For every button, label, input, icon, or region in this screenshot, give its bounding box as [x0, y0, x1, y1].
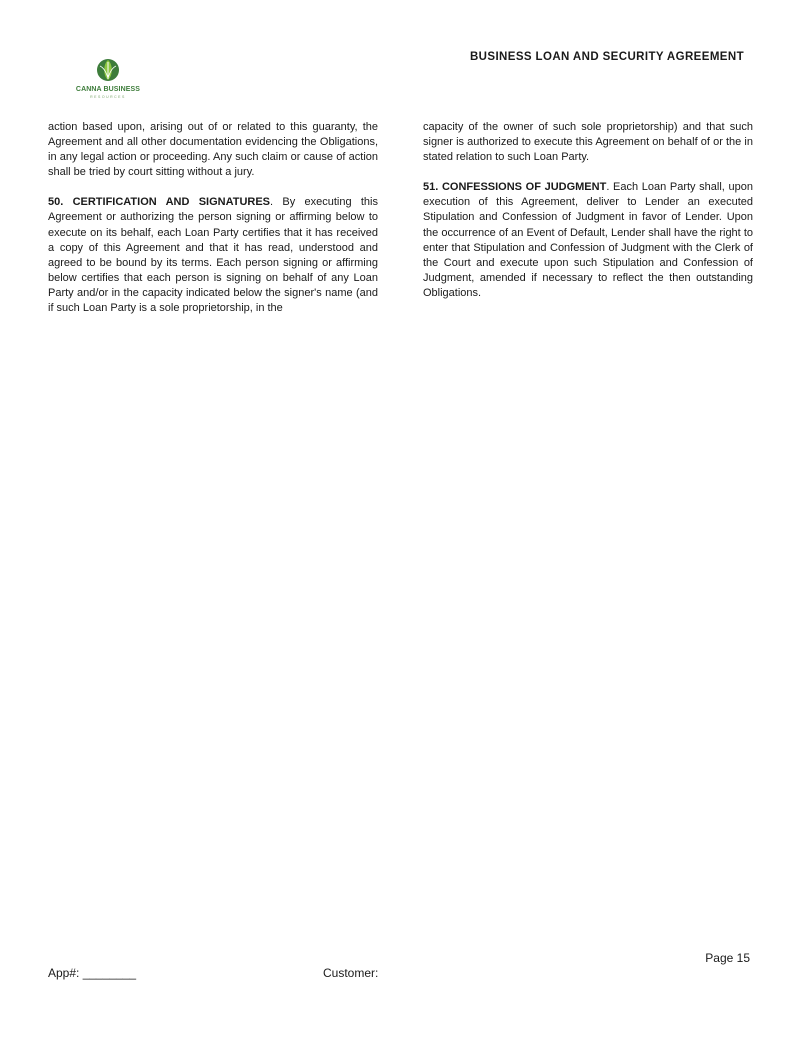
continued-paragraph-right: capacity of the owner of such sole proprietorship) and that such signer is authorized to execute this Agreement on behalf of or the in stated relation to such Loan Party. — [423, 121, 753, 164]
app-number-field: App#: ________ — [48, 966, 137, 980]
company-logo — [70, 58, 146, 102]
left-column — [48, 120, 378, 331]
section-50-heading: 50. CERTIFICATION AND SIGNATURES — [48, 196, 271, 209]
page-number: Page 15 — [705, 951, 750, 965]
right-column — [423, 120, 753, 316]
section-50 — [48, 195, 378, 316]
document-title: BUSINESS LOAN AND SECURITY AGREEMENT — [469, 51, 744, 63]
customer-field: Customer: — [323, 966, 379, 980]
section-51 — [423, 180, 753, 301]
logo-subtext: RESOURCES — [90, 95, 126, 99]
logo-text: CANNA BUSINESS — [75, 86, 141, 93]
leaf-logo-icon — [96, 58, 120, 82]
section-51-body: . Each Loan Party shall, upon execution of this Agreement, deliver to Lender an executed Stipulation and Confession of Judgment in favor of Lender. Upon the occurrence of an Event of Default, Lender shall have the right to enter that Stipulation and Confession of Judgment with the Clerk of the Court and execute upon such Stipulation and Confession of Judgment, amended if necessary to reflect the then outstanding Obligations. — [423, 181, 753, 299]
section-51-heading: 51. CONFESSIONS OF JUDGMENT — [423, 181, 607, 194]
section-50-body: . By executing this Agreement or authorizing the person signing or affirming below to execute on its behalf, each Loan Party certifies that it has received a copy of this Agreement and that it has read, understood and agreed to be bound by its terms. Each person signing or affirming below certifies that each person is signing on behalf of any Loan Party and/or in the capacity indicated below the signer's name (and if such Loan Party is a sole proprietorship, in the — [48, 196, 378, 315]
continued-paragraph-left: action based upon, arising out of or related to this guaranty, the Agreement and all other documentation evidencing the Obligations, in any legal action or proceeding. Any such claim or cause of action shall be tried by court sitting without a jury. — [48, 121, 378, 179]
